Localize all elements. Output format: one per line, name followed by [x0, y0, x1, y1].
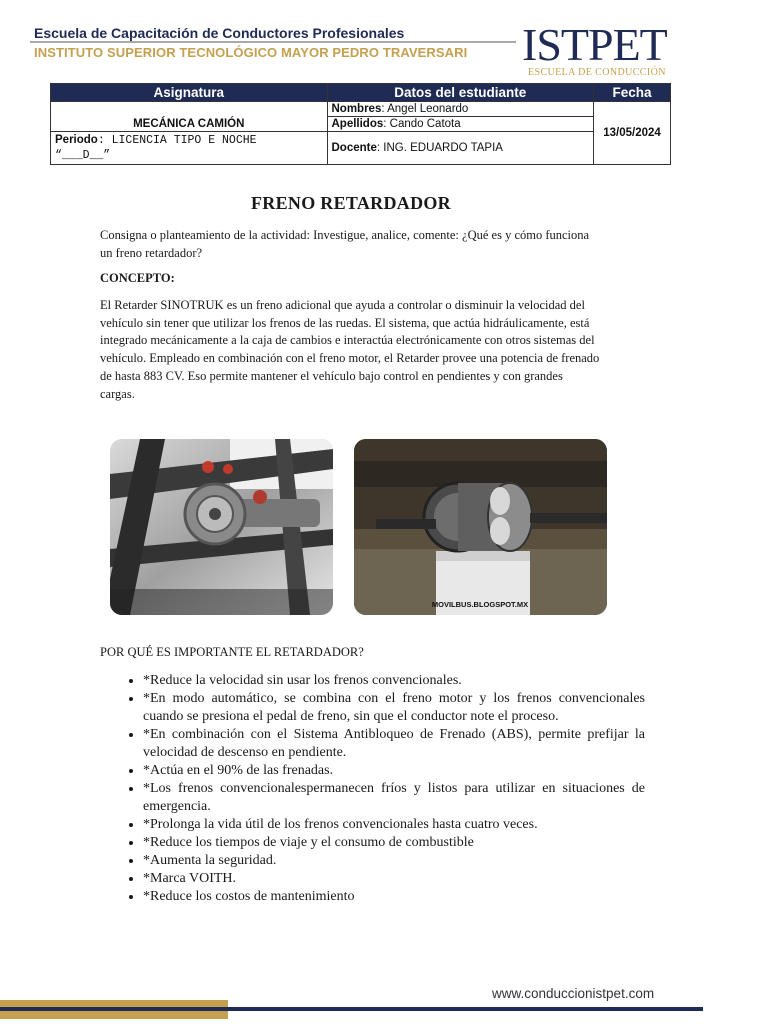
concept-heading: CONCEPTO:	[100, 271, 175, 285]
istpet-logo	[522, 19, 678, 80]
photo-watermark: MOVILBUS.BLOGSPOT.MX	[431, 600, 529, 609]
period-value-line2: “___D__”	[55, 149, 111, 162]
logo-text: ISTPET	[522, 19, 667, 70]
surnames-value: : Cando Catota	[383, 118, 461, 130]
benefit-item: • *Prolonga la vida útil de los frenos convencionales hasta cuatro veces.	[143, 816, 645, 834]
intro-paragraph: Consigna o planteamiento de la actividad: Investigue, analice, comente: ¿Qué es y cómo funciona un freno retardador?	[100, 228, 590, 260]
header-divider	[30, 41, 516, 43]
benefit-item: • *Marca VOITH.	[143, 870, 645, 888]
period-cell	[51, 132, 328, 165]
benefit-item: • *Reduce los costos de mantenimiento	[143, 888, 645, 906]
table-header-row	[51, 84, 671, 102]
period-value: : LICENCIA TIPO E NOCHE	[97, 134, 257, 147]
benefit-item: • *Los frenos convencionalespermanecen fríos y listos para utilizar en situaciones de emergencia.	[143, 780, 645, 816]
importance-question: POR QUÉ ES IMPORTANTE EL RETARDADOR?	[100, 645, 364, 659]
teacher-label: Docente	[331, 142, 377, 154]
period-label: Periodo	[55, 134, 98, 146]
names-label: Nombres	[331, 103, 382, 115]
col-date: Fecha	[594, 84, 671, 102]
col-subject: Asignatura	[51, 84, 328, 102]
surnames-label: Apellidos	[331, 118, 384, 130]
concept-paragraph: El Retarder SINOTRUK es un freno adicional que ayuda a controlar o disminuir la velocidad del vehículo sin tener que utilizar los frenos de las ruedas. El sistema, que actúa hidráulicamente, está integrado mecánicamente a la caja de cambios e interactúa electrónicamente con otros sistemas del vehículo. Empleado en combinación con el freno motor, el Retarder provee una potencia de frenado de hasta 883 CV. Eso permite mantener el vehículo bajo control en pendientes y con grandes cargas.	[100, 298, 600, 401]
page-title: FRENO RETARDADOR	[251, 193, 451, 213]
benefit-item: • *Actúa en el 90% de las frenadas.	[143, 762, 645, 780]
logo-subtitle: ESCUELA DE CONDUCCIÓN	[528, 67, 666, 78]
footer-url[interactable]: www.conduccionistpet.com	[492, 986, 655, 1001]
benefit-item: • *Aumenta la seguridad.	[143, 852, 645, 870]
subject-value: MECÁNICA CAMIÓN	[51, 102, 328, 132]
names-cell	[327, 102, 594, 117]
school-name: Escuela de Capacitación de Conductores Profesionales	[34, 25, 405, 41]
student-info-table	[50, 83, 671, 165]
table-row	[51, 102, 671, 117]
institute-name: INSTITUTO SUPERIOR TECNOLÓGICO MAYOR PEDRO TRAVERSARI	[34, 45, 468, 60]
names-value: : Angel Leonardo	[381, 103, 469, 115]
retarder-unit-photo	[354, 439, 607, 615]
footer-navy-bar	[0, 1007, 703, 1011]
col-student: Datos del estudiante	[327, 84, 594, 102]
retarder-chassis-photo	[110, 439, 333, 615]
date-value: 13/05/2024	[594, 102, 671, 165]
benefit-item: • *En modo automático, se combina con el freno motor y los frenos convencionales cuando se presiona el pedal de freno, sin que el conductor note el proceso.	[143, 690, 645, 726]
teacher-value: : ING. EDUARDO TAPIA	[376, 142, 503, 154]
benefit-item: • *Reduce los tiempos de viaje y el consumo de combustible	[143, 834, 645, 852]
teacher-cell	[327, 132, 594, 165]
benefit-item: • *En combinación con el Sistema Antibloqueo de Frenado (ABS), permite prefijar la velocidad de descenso en pendiente.	[143, 726, 645, 762]
benefits-list	[100, 672, 645, 906]
benefit-item: • *Reduce la velocidad sin usar los frenos convencionales.	[143, 672, 645, 690]
surnames-cell	[327, 117, 594, 132]
table-row	[51, 132, 671, 165]
